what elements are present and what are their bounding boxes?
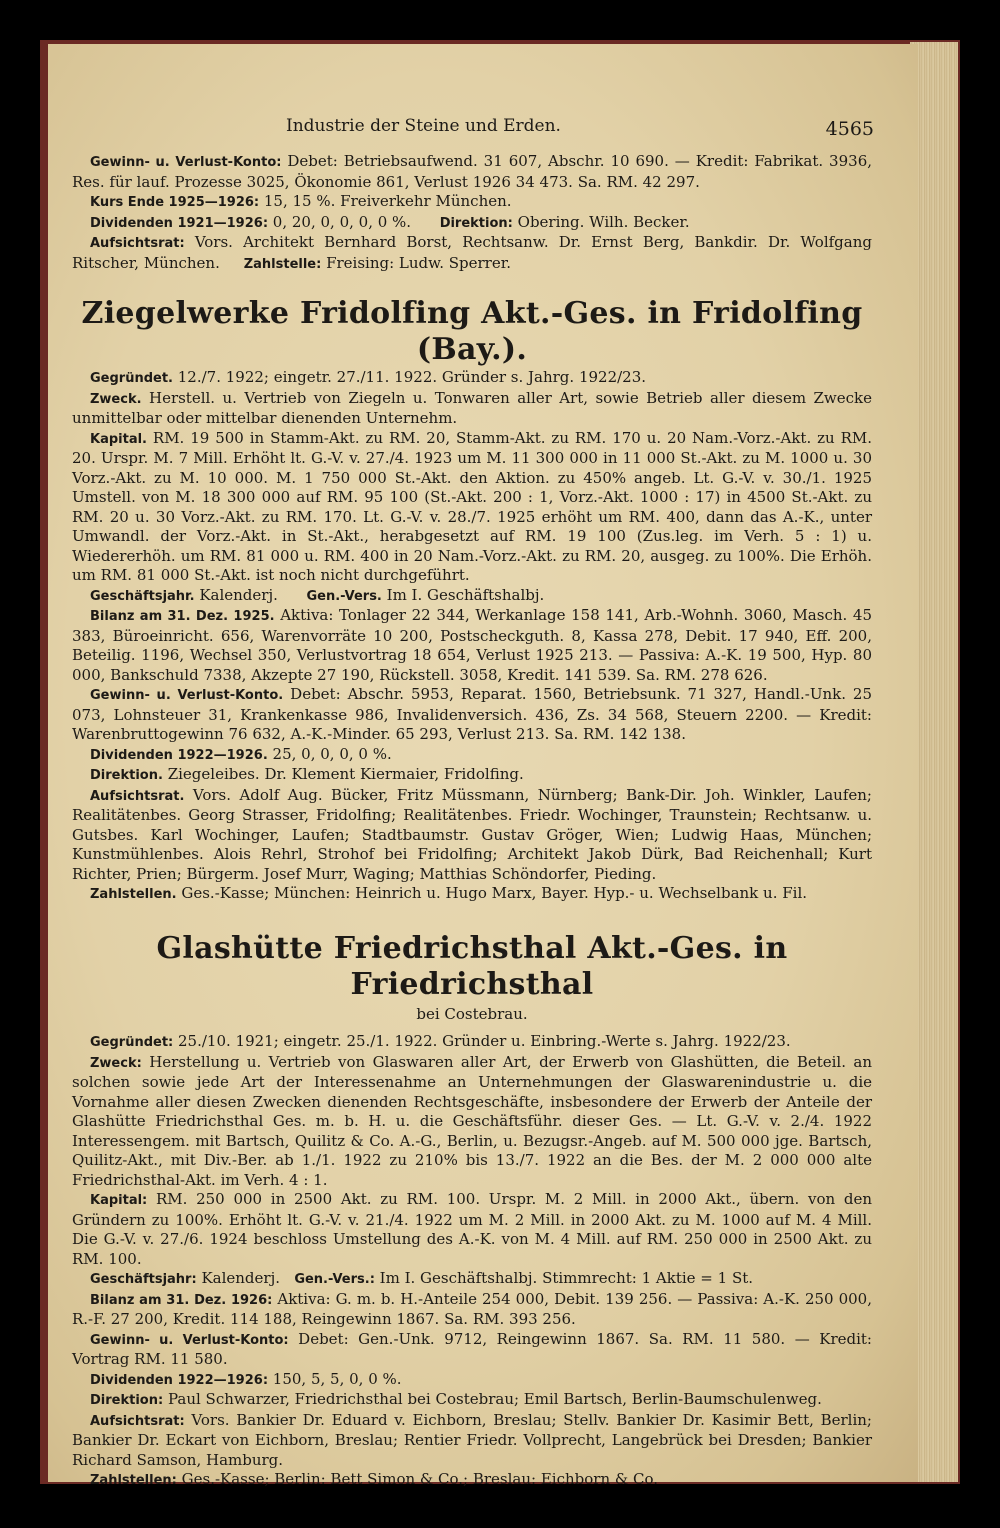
entry1-dividenden: Dividenden 1922—1926. 25, 0, 0, 0, 0 %. bbox=[90, 744, 392, 763]
entry1-zahlstellen: Zahlstellen. Ges.-Kasse; München: Heinrich u. Hugo Marx, Bayer. Hyp.- u. Wechselbank u. Fil. bbox=[90, 884, 808, 902]
prev-guv: Gewinn- u. Verlust-Konto: Debet: Betriebsaufwend. 31 607, Abschr. 10 690. — Kredit: Fabrikat. 3936, Res. für lauf. Prozesse 3025, Ökonomie 861, Verlust 1926 34 473. Sa. RM. 42 297. bbox=[72, 152, 873, 191]
entry2-gegruendet: Gegründet: 25./10. 1921; eingetr. 25./1. 1922. Gründer u. Einbring.-Werte s. Jahrg. 1922/23. bbox=[90, 1032, 791, 1050]
entry1-geschaeftsjahr: Geschäftsjahr. Kalenderj. Gen.-Vers. Im I. Geschäftshalbj. bbox=[90, 585, 545, 604]
entry2-zahlstellen: Zahlstellen: Ges.-Kasse; Berlin: Bett Simon & Co.; Breslau: Eichborn & Co. bbox=[90, 1470, 659, 1488]
entry2-title: Glashütte Friedrichsthal Akt.-Ges. in Friedrichsthal bbox=[156, 930, 788, 1002]
entry2-dividenden: Dividenden 1922—1926: 150, 5, 5, 0, 0 %. bbox=[90, 1369, 402, 1388]
entry2-kapital: Kapital: RM. 250 000 in 2500 Akt. zu RM. 100. Urspr. M. 2 Mill. in 2000 Akt., übern. von den Gründern zu 100%. Erhöht lt. G.-V. v. 21./4. 1922 um M. 2 Mill. in 2000 Akt. zu M. 1000 auf M. 4 Mill. Die G.-V. v. 27./6. 1924 beschloss Umstellung des A.-K. von M. 4 Mill. auf RM. 250 000 in 2500 Akt. zu RM. 100. bbox=[72, 1190, 872, 1268]
page-number: 4565 bbox=[825, 118, 874, 140]
book-page bbox=[48, 44, 918, 1488]
page-header bbox=[72, 112, 872, 152]
entry1-zweck: Zweck. Herstell. u. Vertrieb von Ziegeln u. Tonwaren aller Art, sowie Betrieb aller diesem Zwecke unmittelbar oder mittelbar dienenden Unternehm. bbox=[72, 388, 872, 427]
prev-dividenden: Dividenden 1921—1926: 0, 20, 0, 0, 0, 0 %. Direktion: Obering. Wilh. Becker. bbox=[90, 212, 690, 231]
entry1-aufsichtsrat: Aufsichtsrat. Vors. Adolf Aug. Bücker, Fritz Müssmann, Nürnberg; Bank-Dir. Joh. Winkler, Laufen; Realitätenbes. Georg Strasser, Fridolfing; Realitätenbes. Friedr. Wochinger, Traunstein; Rechtsanw. u. Gutsbes. Karl Wochinger, Laufen; Stadtbaumstr. Gustav Gröger, Wien; Ludwig Haas, München; Kunstmühlenbes. Alois Rehrl, Strohof bei Fridolfing; Architekt Jakob Dürk, Bad Reichenhall; Kurt Richter, Prien; Bürgerm. Josef Murr, Waging; Matthias Schöndorfer, Pieding. bbox=[72, 785, 872, 883]
entry2-bilanz: Bilanz am 31. Dez. 1926: Aktiva: G. m. b. H.-Anteile 254 000, Debit. 139 256. — Passiva: A.-K. 250 000, R.-F. 27 200, Kredit. 114 188, Reingewinn 1867. Sa. RM. 393 256. bbox=[72, 1289, 872, 1328]
entry2-guv: Gewinn- u. Verlust-Konto: Debet: Gen.-Unk. 9712, Reingewinn 1867. Sa. RM. 11 580. — Kredit: Vortrag RM. 11 580. bbox=[72, 1329, 872, 1368]
entry2-geschaeftsjahr: Geschäftsjahr: Kalenderj. Gen.-Vers.: Im I. Geschäftshalbj. Stimmrecht: 1 Aktie = 1 St. bbox=[90, 1269, 754, 1287]
entry2-subtitle: bei Costebrau. bbox=[416, 1004, 528, 1023]
entry1-guv: Gewinn- u. Verlust-Konto. Debet: Abschr. 5953, Reparat. 1560, Betriebsunk. 71 327, Handl.-Unk. 25 073, Lohnsteuer 31, Krankenkasse 986, Invalidenversich. 436, Zs. 34 568, Steuern 2200. — Kredit: Warenbruttogewinn 76 632, A.-K.-Minder. 65 293, Verlust 213. Sa. RM. 142 138. bbox=[72, 685, 873, 743]
entry1-title: Ziegelwerke Fridolfing Akt.-Ges. in Fridolfing (Bay.). bbox=[81, 296, 863, 367]
prev-kurs: Kurs Ende 1925—1926: 15, 15 %. Freiverkehr München. bbox=[90, 192, 512, 210]
running-title: Industrie der Steine und Erden. bbox=[286, 116, 561, 136]
entry1-direktion: Direktion. Ziegeleibes. Dr. Klement Kiermaier, Fridolfing. bbox=[90, 765, 524, 783]
entry1-kapital: Kapital. RM. 19 500 in Stamm-Akt. zu RM. 20, Stamm-Akt. zu RM. 170 u. 20 Nam.-Vorz.-Akt. zu RM. 20. Urspr. M. 7 Mill. Erhöht lt. G.-V. v. 27./4. 1923 um M. 11 300 000 in 11 000 St.-Akt. zu M. 1000 u. 30 Vorz.-Akt. zu M. 10 000. M. 1 750 000 St.-Akt. den Aktion. zu 450% angeb. Lt. G.-V. v. 30./1. 1925 Umstell. von M. 18 300 000 auf RM. 95 100 (St.-Akt. 200 : 1, Vorz.-Akt. 1000 : 17) in 4500 St.-Akt. zu RM. 20 u. 30 Vorz.-Akt. zu RM. 170. Lt. G.-V. v. 28./7. 1925 erhöht um RM. 400, dann das A.-K., unter Umwandl. der Vorz.-Akt. in St.-Akt., herabgesetzt auf RM. 19 100 (Zus.leg. im Verh. 5 : 1) u. Wiedererhöh. um RM. 81 000 u. RM. 400 in 20 Nam.-Vorz.-Akt. zu RM. 20, ausgeg. zu 100%. Die Erhöh. um RM. 81 000 St.-Akt. ist noch nicht durchgeführt. bbox=[72, 428, 872, 584]
entry2-aufsichtsrat: Aufsichtsrat: Vors. Bankier Dr. Eduard v. Eichborn, Breslau; Stellv. Bankier Dr. Kasimir Bett, Berlin; Bankier Dr. Eckart von Eichborn, Breslau; Rentier Friedr. Vollprecht, Langebrück bei Dresden; Bankier Richard Samson, Hamburg. bbox=[72, 1410, 872, 1469]
entry2-zweck: Zweck: Herstellung u. Vertrieb von Glaswaren aller Art, der Erwerb von Glashütten, die Beteil. an solchen sowie jede Art der Interessenahme an Unternehmungen der Glaswarenindustrie u. die Vornahme aller diesen Zwecken dienenden Rechtsgeschäfte, insbesondere der Erwerb der Anteile der Glashütte Friedrichsthal Ges. m. b. H. u. die Geschäftsführ. dieser Ges. — Lt. G.-V. v. 2./4. 1922 Interessengem. mit Bartsch, Quilitz & Co. A.-G., Berlin, u. Bezugsr.-Angeb. auf M. 500 000 jge. Bartsch, Quilitz-Akt., mit Div.-Ber. ab 1./1. 1922 zu 210% bis 13./7. 1922 an die Bes. der M. 2 000 000 alte Friedrichsthal-Akt. im Verh. 4 : 1. bbox=[72, 1052, 872, 1189]
prev-aufsichtsrat: Aufsichtsrat: Vors. Architekt Bernhard Borst, Rechtsanw. Dr. Ernst Berg, Bankdir. Dr. Wolfgang Ritscher, München. Zahlstelle: Freising: Ludw. Sperrer. bbox=[72, 233, 872, 272]
page-content bbox=[72, 112, 872, 1491]
entry2-direktion: Direktion: Paul Schwarzer, Friedrichsthal bei Costebrau; Emil Bartsch, Berlin-Baumschulenweg. bbox=[90, 1390, 822, 1408]
entry1-bilanz: Bilanz am 31. Dez. 1925. Aktiva: Tonlager 22 344, Werkanlage 158 141, Arb.-Wohnh. 3060, Masch. 45 383, Büroeinricht. 656, Warenvorräte 10 200, Postscheckguth. 8, Kassa 278, Debit. 17 940, Eff. 200, Beteilig. 1196, Wechsel 350, Verlustvortrag 18 654, Verlust 1925 213. — Passiva: A.-K. 19 500, Hyp. 80 000, Bankschuld 7338, Akzepte 27 190, Rückstell. 3058, Kredit. 141 539. Sa. RM. 278 626. bbox=[72, 606, 872, 684]
entry1-gegruendet: Gegründet. 12./7. 1922; eingetr. 27./11. 1922. Gründer s. Jahrg. 1922/23. bbox=[90, 368, 647, 386]
